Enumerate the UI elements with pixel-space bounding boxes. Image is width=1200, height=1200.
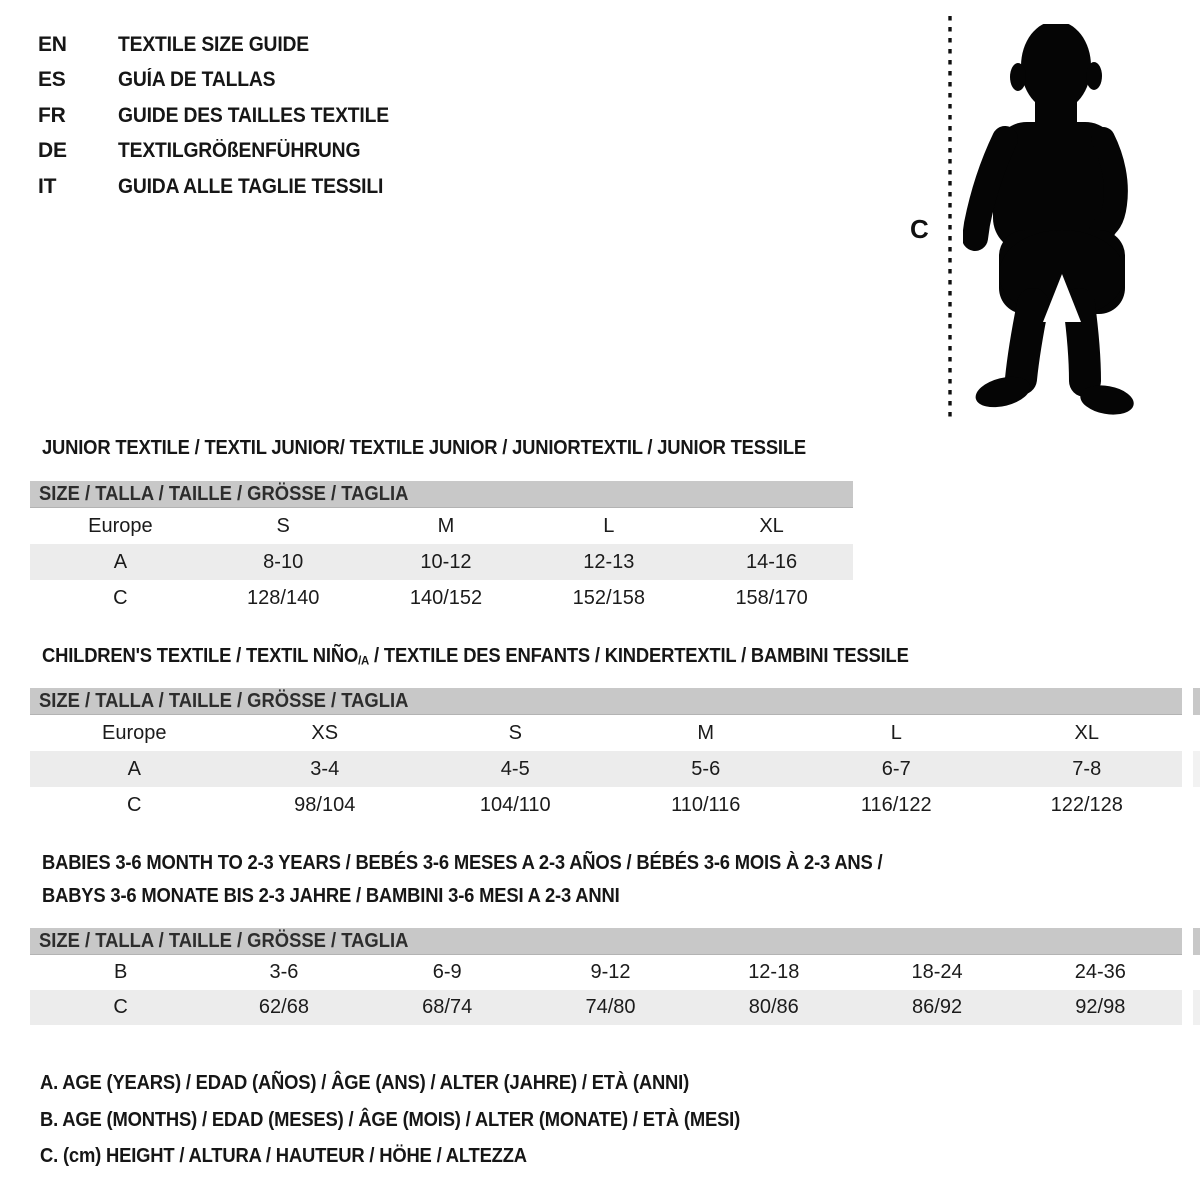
children-section-title-text bbox=[42, 645, 909, 668]
table-cell: 74/80 bbox=[585, 996, 636, 1018]
language-code: IT bbox=[38, 174, 57, 198]
table-cell: XL bbox=[759, 514, 784, 537]
table-row-age bbox=[30, 751, 1182, 787]
babies-size-table bbox=[30, 928, 1182, 1025]
children-section-title bbox=[42, 645, 984, 668]
row-label: A bbox=[127, 757, 141, 780]
table-cell: 158/170 bbox=[735, 586, 808, 609]
table-cell: 86/92 bbox=[912, 996, 963, 1018]
size-header-bar bbox=[30, 688, 1182, 715]
table-cell: XL bbox=[1074, 721, 1099, 744]
edge-artifact bbox=[1193, 928, 1200, 955]
row-label: C bbox=[127, 793, 142, 816]
table-row-europe bbox=[30, 715, 1182, 751]
row-label: Europe bbox=[102, 721, 167, 744]
height-measure-label: C bbox=[910, 214, 929, 244]
guide-title-de: TEXTILGRÖßENFÜHRUNG bbox=[118, 139, 361, 163]
children-size-table bbox=[30, 688, 1182, 823]
row-label: Europe bbox=[88, 514, 153, 537]
table-row-europe bbox=[30, 508, 853, 544]
table-row-height bbox=[30, 580, 853, 616]
language-row-de bbox=[38, 134, 412, 170]
legend-age-months bbox=[40, 1109, 801, 1132]
children-title-subscript: /A bbox=[358, 653, 370, 668]
babies-section-title-line2 bbox=[42, 885, 670, 908]
row-label: C bbox=[113, 586, 128, 609]
size-header-bar bbox=[30, 928, 1182, 955]
table-row-height bbox=[30, 787, 1182, 823]
table-cell: 18-24 bbox=[911, 961, 963, 983]
table-cell: 122/128 bbox=[1050, 793, 1123, 816]
babies-title-line1-text: BABIES 3-6 MONTH TO 2-3 YEARS / BEBÉS 3-6 MESES A 2-3 AÑOS / BÉBÉS 3-6 MOIS À 2-3 ANS / bbox=[42, 852, 883, 874]
table-cell: 104/110 bbox=[479, 793, 551, 816]
table-cell: 80/86 bbox=[748, 996, 799, 1018]
babies-title-line2-text: BABYS 3-6 MONATE BIS 2-3 JAHRE / BAMBINI 3-6 MESI A 2-3 ANNI bbox=[42, 885, 620, 907]
table-cell: L bbox=[890, 721, 902, 744]
table-cell: 116/122 bbox=[860, 793, 932, 816]
size-header-text: SIZE / TALLA / TAILLE / GRÖSSE / TAGLIA bbox=[39, 482, 409, 505]
table-cell: 9-12 bbox=[590, 961, 631, 983]
table-cell: 4-5 bbox=[500, 757, 530, 780]
table-cell: XS bbox=[311, 721, 339, 744]
size-header-bar bbox=[30, 481, 853, 508]
table-cell: L bbox=[603, 514, 615, 537]
language-code: EN bbox=[38, 32, 67, 56]
table-cell: 110/116 bbox=[671, 793, 741, 816]
guide-title-en: TEXTILE SIZE GUIDE bbox=[118, 32, 309, 56]
edge-artifact bbox=[1193, 751, 1200, 787]
row-label: C bbox=[113, 996, 128, 1018]
table-cell: 12-13 bbox=[583, 550, 635, 573]
table-cell: 7-8 bbox=[1072, 757, 1102, 780]
edge-artifact bbox=[1193, 688, 1200, 715]
table-cell: 10-12 bbox=[420, 550, 472, 573]
table-row-age bbox=[30, 544, 853, 580]
legend-height-cm-text: C. (cm) HEIGHT / ALTURA / HAUTEUR / HÖHE / ALTEZZA bbox=[40, 1145, 527, 1167]
table-row-age-months bbox=[30, 955, 1182, 990]
table-cell: 8-10 bbox=[263, 550, 304, 573]
table-cell: 98/104 bbox=[294, 793, 356, 816]
legend-age-years bbox=[40, 1072, 745, 1095]
table-cell: S bbox=[276, 514, 290, 537]
table-cell: 6-7 bbox=[881, 757, 911, 780]
guide-title-fr: GUIDE DES TAILLES TEXTILE bbox=[118, 103, 389, 127]
language-row-it bbox=[38, 169, 412, 205]
children-title-suffix: / TEXTILE DES ENFANTS / KINDERTEXTIL / BAMBINI TESSILE bbox=[369, 645, 909, 667]
table-cell: 62/68 bbox=[258, 996, 309, 1018]
table-cell: 14-16 bbox=[746, 550, 798, 573]
table-cell: M bbox=[697, 721, 715, 744]
legend-height-cm bbox=[40, 1145, 569, 1168]
table-cell: 128/140 bbox=[247, 586, 320, 609]
table-cell: 140/152 bbox=[409, 586, 483, 609]
table-cell: 24-36 bbox=[1074, 961, 1126, 983]
row-label: A bbox=[113, 550, 128, 573]
table-cell: 68/74 bbox=[422, 996, 473, 1018]
table-cell: 12-18 bbox=[748, 961, 800, 983]
guide-title-es: GUÍA DE TALLAS bbox=[118, 68, 276, 92]
row-label: B bbox=[113, 961, 128, 983]
language-code: DE bbox=[38, 139, 67, 163]
children-title-prefix: CHILDREN'S TEXTILE / TEXTIL NIÑO bbox=[42, 645, 359, 667]
language-code: FR bbox=[38, 103, 66, 127]
table-cell: 6-9 bbox=[432, 961, 462, 983]
babies-section-title-line1 bbox=[42, 852, 956, 875]
language-row-fr bbox=[38, 98, 412, 134]
table-cell: 5-6 bbox=[691, 757, 721, 780]
legend-age-months-text: B. AGE (MONTHS) / EDAD (MESES) / ÂGE (MOIS) / ALTER (MONATE) / ETÀ (MESI) bbox=[40, 1109, 741, 1131]
junior-section-title-text: JUNIOR TEXTILE / TEXTIL JUNIOR/ TEXTILE JUNIOR / JUNIORTEXTIL / JUNIOR TESSILE bbox=[42, 437, 807, 459]
size-header-text: SIZE / TALLA / TAILLE / GRÖSSE / TAGLIA bbox=[39, 929, 409, 952]
language-row-en bbox=[38, 27, 412, 63]
language-title-list bbox=[38, 27, 412, 205]
table-cell: 3-6 bbox=[269, 961, 299, 983]
language-code: ES bbox=[38, 68, 66, 92]
language-row-es bbox=[38, 63, 412, 99]
table-cell: S bbox=[508, 721, 522, 744]
dashed-height-line-icon bbox=[946, 16, 954, 418]
toddler-silhouette-icon bbox=[963, 24, 1141, 420]
table-cell: M bbox=[437, 514, 455, 537]
legend-age-years-text: A. AGE (YEARS) / EDAD (AÑOS) / ÂGE (ANS) / ALTER (JAHRE) / ETÀ (ANNI) bbox=[40, 1072, 690, 1094]
guide-title-it: GUIDA ALLE TAGLIE TESSILI bbox=[118, 174, 384, 198]
table-row-height bbox=[30, 990, 1182, 1025]
junior-size-table bbox=[30, 481, 853, 616]
table-cell: 3-4 bbox=[310, 757, 340, 780]
table-cell: 92/98 bbox=[1075, 996, 1126, 1018]
edge-artifact bbox=[1193, 990, 1200, 1025]
size-header-text: SIZE / TALLA / TAILLE / GRÖSSE / TAGLIA bbox=[39, 689, 409, 712]
junior-section-title bbox=[42, 437, 872, 460]
table-cell: 152/158 bbox=[572, 586, 645, 609]
